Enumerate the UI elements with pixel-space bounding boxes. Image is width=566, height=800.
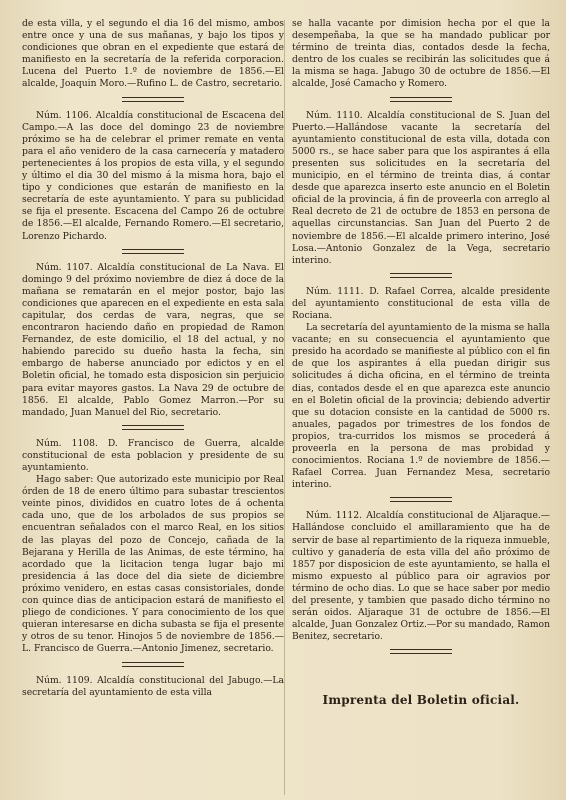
right-column [292,18,550,707]
paragraph: Núm. 1107. Alcaldía constitucional de La Nava. El domingo 9 del próximo noviembre de diez á doce de la mañana se rematarán en el mejor postor, bajo las condiciones que aparecen en el expediente en esta sala capitular, dos cerdas de vara, negras, que se encontraron haciendo daño en propiedad de Ramon Fernandez, de este domicilio, el 18 del actual, y no habiendo parecido su dueño hasta la fecha, sin embargo de haberse anunciado por edictos y en el Boletin oficial, he tomado esta disposicion sin perjuicio para evitar mayores gastos. La Nava 29 de octubre de 1856. El alcalde, Pablo Gomez Marron.—Por su mandado, Juan Manuel del Rio, secretario. [22,261,284,418]
paragraph: Núm. 1112. Alcaldía constitucional de Aljaraque.—Hallándose concluido el amillaramiento que ha de servir de base al repartimiento de la riqueza inmueble, cultivo y ganadería de esta villa del año próximo de 1857 por disposicion de este ayuntamiento, se halla el mismo expuesto al público para oir agravios por término de ocho dias. Lo que se hace saber por medio del presente, y tambien que pasado dicho término no serán oidos. Aljaraque 31 de octubre de 1856.—El alcalde, Juan Gonzalez Ortiz.—Por su mandado, Ramon Benitez, secretario. [292,510,550,643]
announcement [292,18,550,91]
paragraph: Núm. 1106. Alcaldía constitucional de Escacena del Campo.—A las doce del domingo 23 de noviembre próximo se ha de celebrar el primer remate en venta para el año venidero de la casa carnecería y matadero pertenecientes á los propios de esta villa, y el segundo y último el dia 30 del mismo á la misma hora, bajo el tipo y condiciones que estarán de manifiesto en la secretaría de este ayuntamiento. Y para su publicidad se fija el presente. Escacena del Campo 26 de octubre de 1856.—El alcalde, Fernando Romero.—El secretario, Lorenzo Pichardo. [22,109,284,242]
separator-rule [390,649,452,654]
separator-rule [122,662,184,667]
separator-rule [390,97,452,102]
paragraph: Núm. 1109. Alcaldía constitucional del Jabugo.—La secretaría del ayuntamiento de esta villa [22,674,284,698]
separator-rule [122,425,184,430]
announcement [22,18,284,91]
announcement [22,438,284,656]
announcement [22,262,284,419]
paragraph: se halla vacante por dimision hecha por el que la desempeñaba, la que se ha mandado publicar por término de treinta dias, contados desde la fecha, dentro de los cuales se recibirán las solicitudes que á la misma se haga. Jabugo 30 de octubre de 1856.—El alcalde, José Camacho y Romero. [292,18,550,90]
announcement [292,510,550,643]
paragraph: de esta villa, y el segundo el dia 16 del mismo, ambos entre once y una de sus mañanas, y bajo los tipos y condiciones que obran en el expediente que estará de manifiesto en la secretaría de la referida corporacion. Lucena del Puerto 1.º de noviembre de 1856.—El alcalde, Joaquin Moro.—Rufino L. de Castro, secretario. [22,18,284,90]
left-column [22,18,284,703]
separator-rule [390,273,452,278]
paragraph: Núm. 1111. D. Rafael Correa, alcalde presidente del ayuntamiento constitucional de esta villa de Rociana. [292,285,550,321]
printer-imprint: Imprenta del Boletin oficial. [322,693,520,708]
announcement [22,675,284,699]
paragraph: Núm. 1108. D. Francisco de Guerra, alcalde constitucional de esta poblacion y presidente de su ayuntamiento. [22,437,284,473]
column-divider [284,20,285,795]
separator-rule [122,97,184,102]
separator-rule [390,497,452,502]
announcement [292,286,550,492]
paragraph: Núm. 1110. Alcaldía constitucional de S. Juan del Puerto.—Hallándose vacante la secretaría del ayuntamiento constitucional de esta villa, dotada con 5000 rs., se hace saber para que los aspirantes á ella presenten sus solicitudes en la secretaría del municipio, en el término de treinta dias, á contar desde que aparezca inserto este anuncio en el Boletin oficial de la provincia, á fin de proveerla con arreglo al Real decreto de 21 de octubre de 1853 en persona de aquellas circunstancias. San Juan del Puerto 2 de noviembre de 1856.—El alcalde primero interino, José Losa.—Antonio Gonzalez de la Vega, secretario interino. [292,109,550,266]
paragraph: Hago saber: Que autorizado este municipio por Real órden de 18 de enero último para subastar trescientos veinte pinos, divididos en cuatro lotes de á ochenta cada uno, que de los arbolados de sus propios se encuentran señalados con el marco Real, en los sitios de las playas del pozo de Concejo, cañada de la Bejarana y Herilla de las Animas, de este término, ha acordado que la licitacion tenga lugar bajo mi presidencia á las doce del dia siete de diciembre próximo venidero, en estas casas consistoriales, donde con quince dias de anticipacion estará de manifiesto el pliego de condiciones. Y para conocimiento de los que quieran interesarse en dicha subasta se fija el presente y otros de su tenor. Hinojos 5 de noviembre de 1856.—L. Francisco de Guerra.—Antonio Jimenez, secretario. [22,474,284,655]
separator-rule [122,249,184,254]
paragraph: La secretaría del ayuntamiento de la misma se halla vacante; en su consecuencia el ayuntamiento que presido ha acordado se manifieste al público con el fin de que los aspirantes á ella puedan dirigir sus solicitudes á dicha oficina, en el término de treinta dias, contados desde el en que aparezca este anuncio en el Boletin oficial de la provincia; debiendo advertir que su dotacion consiste en la cantidad de 5000 rs. anuales, pagados por trimestres de los fondos de propios, tra-curridos los mismos se procederá á proveerla en la persona de mas probidad y conocimientos. Rociana 1.º de noviembre de 1856.—Rafael Correa. Juan Fernandez Mesa, secretario interino. [292,322,550,491]
announcement [22,110,284,243]
announcement [292,110,550,267]
